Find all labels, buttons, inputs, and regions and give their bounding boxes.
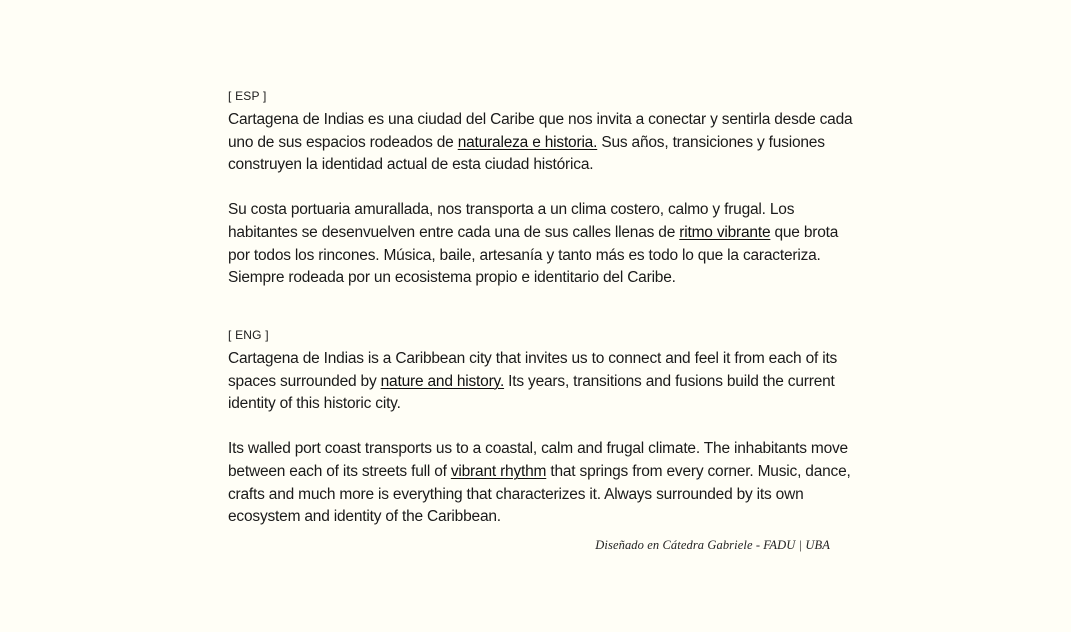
eng-paragraph-2 [228, 438, 853, 528]
credit-footer: Diseñado en Cátedra Gabriele - FADU | UBA [595, 538, 830, 552]
esp-p1-text-after: Sus años, transiciones y fusiones construyen la identidad actual de esta ciudad histórica. [228, 133, 825, 174]
english-section [228, 327, 853, 551]
esp-paragraph-2 [228, 199, 853, 289]
eng-p2-text-before: Its walled port coast transports us to a coastal, calm and frugal climate. The inhabitants move between each of its streets full of [228, 440, 848, 480]
esp-p2-text-before: Su costa portuaria amurallada, nos transporta a un clima costero, calmo y frugal. Los habitantes se desenvuelven entre cada una de sus calles llenas de [228, 201, 795, 241]
esp-paragraph-1 [228, 109, 853, 177]
spanish-section [228, 88, 853, 312]
esp-p2-text-after: que brota por todos los rincones. Música, baile, artesanía y tanto más es todo lo que la caracteriza. Siempre rodeada por un ecosistema propio e identitario del Caribe. [228, 223, 839, 287]
language-tag-esp: [ ESP ] [228, 89, 267, 103]
eng-p2-text-after: that springs from every corner. Music, dance, crafts and much more is everything that characterizes it. Always surrounded by its own ecosystem and identity of the Caribbean. [228, 462, 851, 526]
eng-p1-text-before: Cartagena de Indias is a Caribbean city that invites us to connect and feel it from each of its spaces surrounded by [228, 350, 838, 390]
naturaleza-e-historia-link[interactable]: naturaleza e historia. [457, 133, 598, 151]
nature-and-history-link[interactable]: nature and history. [380, 372, 505, 390]
language-tag-eng: [ ENG ] [228, 328, 269, 342]
eng-p1-text-after: Its years, transitions and fusions build the current identity of this historic city. [228, 372, 835, 413]
esp-p1-text-before: Cartagena de Indias es una ciudad del Caribe que nos invita a conectar y sentirla desde cada uno de sus espacios rodeados de [228, 111, 853, 151]
eng-paragraph-1 [228, 348, 853, 416]
ritmo-vibrante-link[interactable]: ritmo vibrante [679, 223, 771, 241]
vibrant-rhythm-link[interactable]: vibrant rhythm [450, 462, 547, 480]
